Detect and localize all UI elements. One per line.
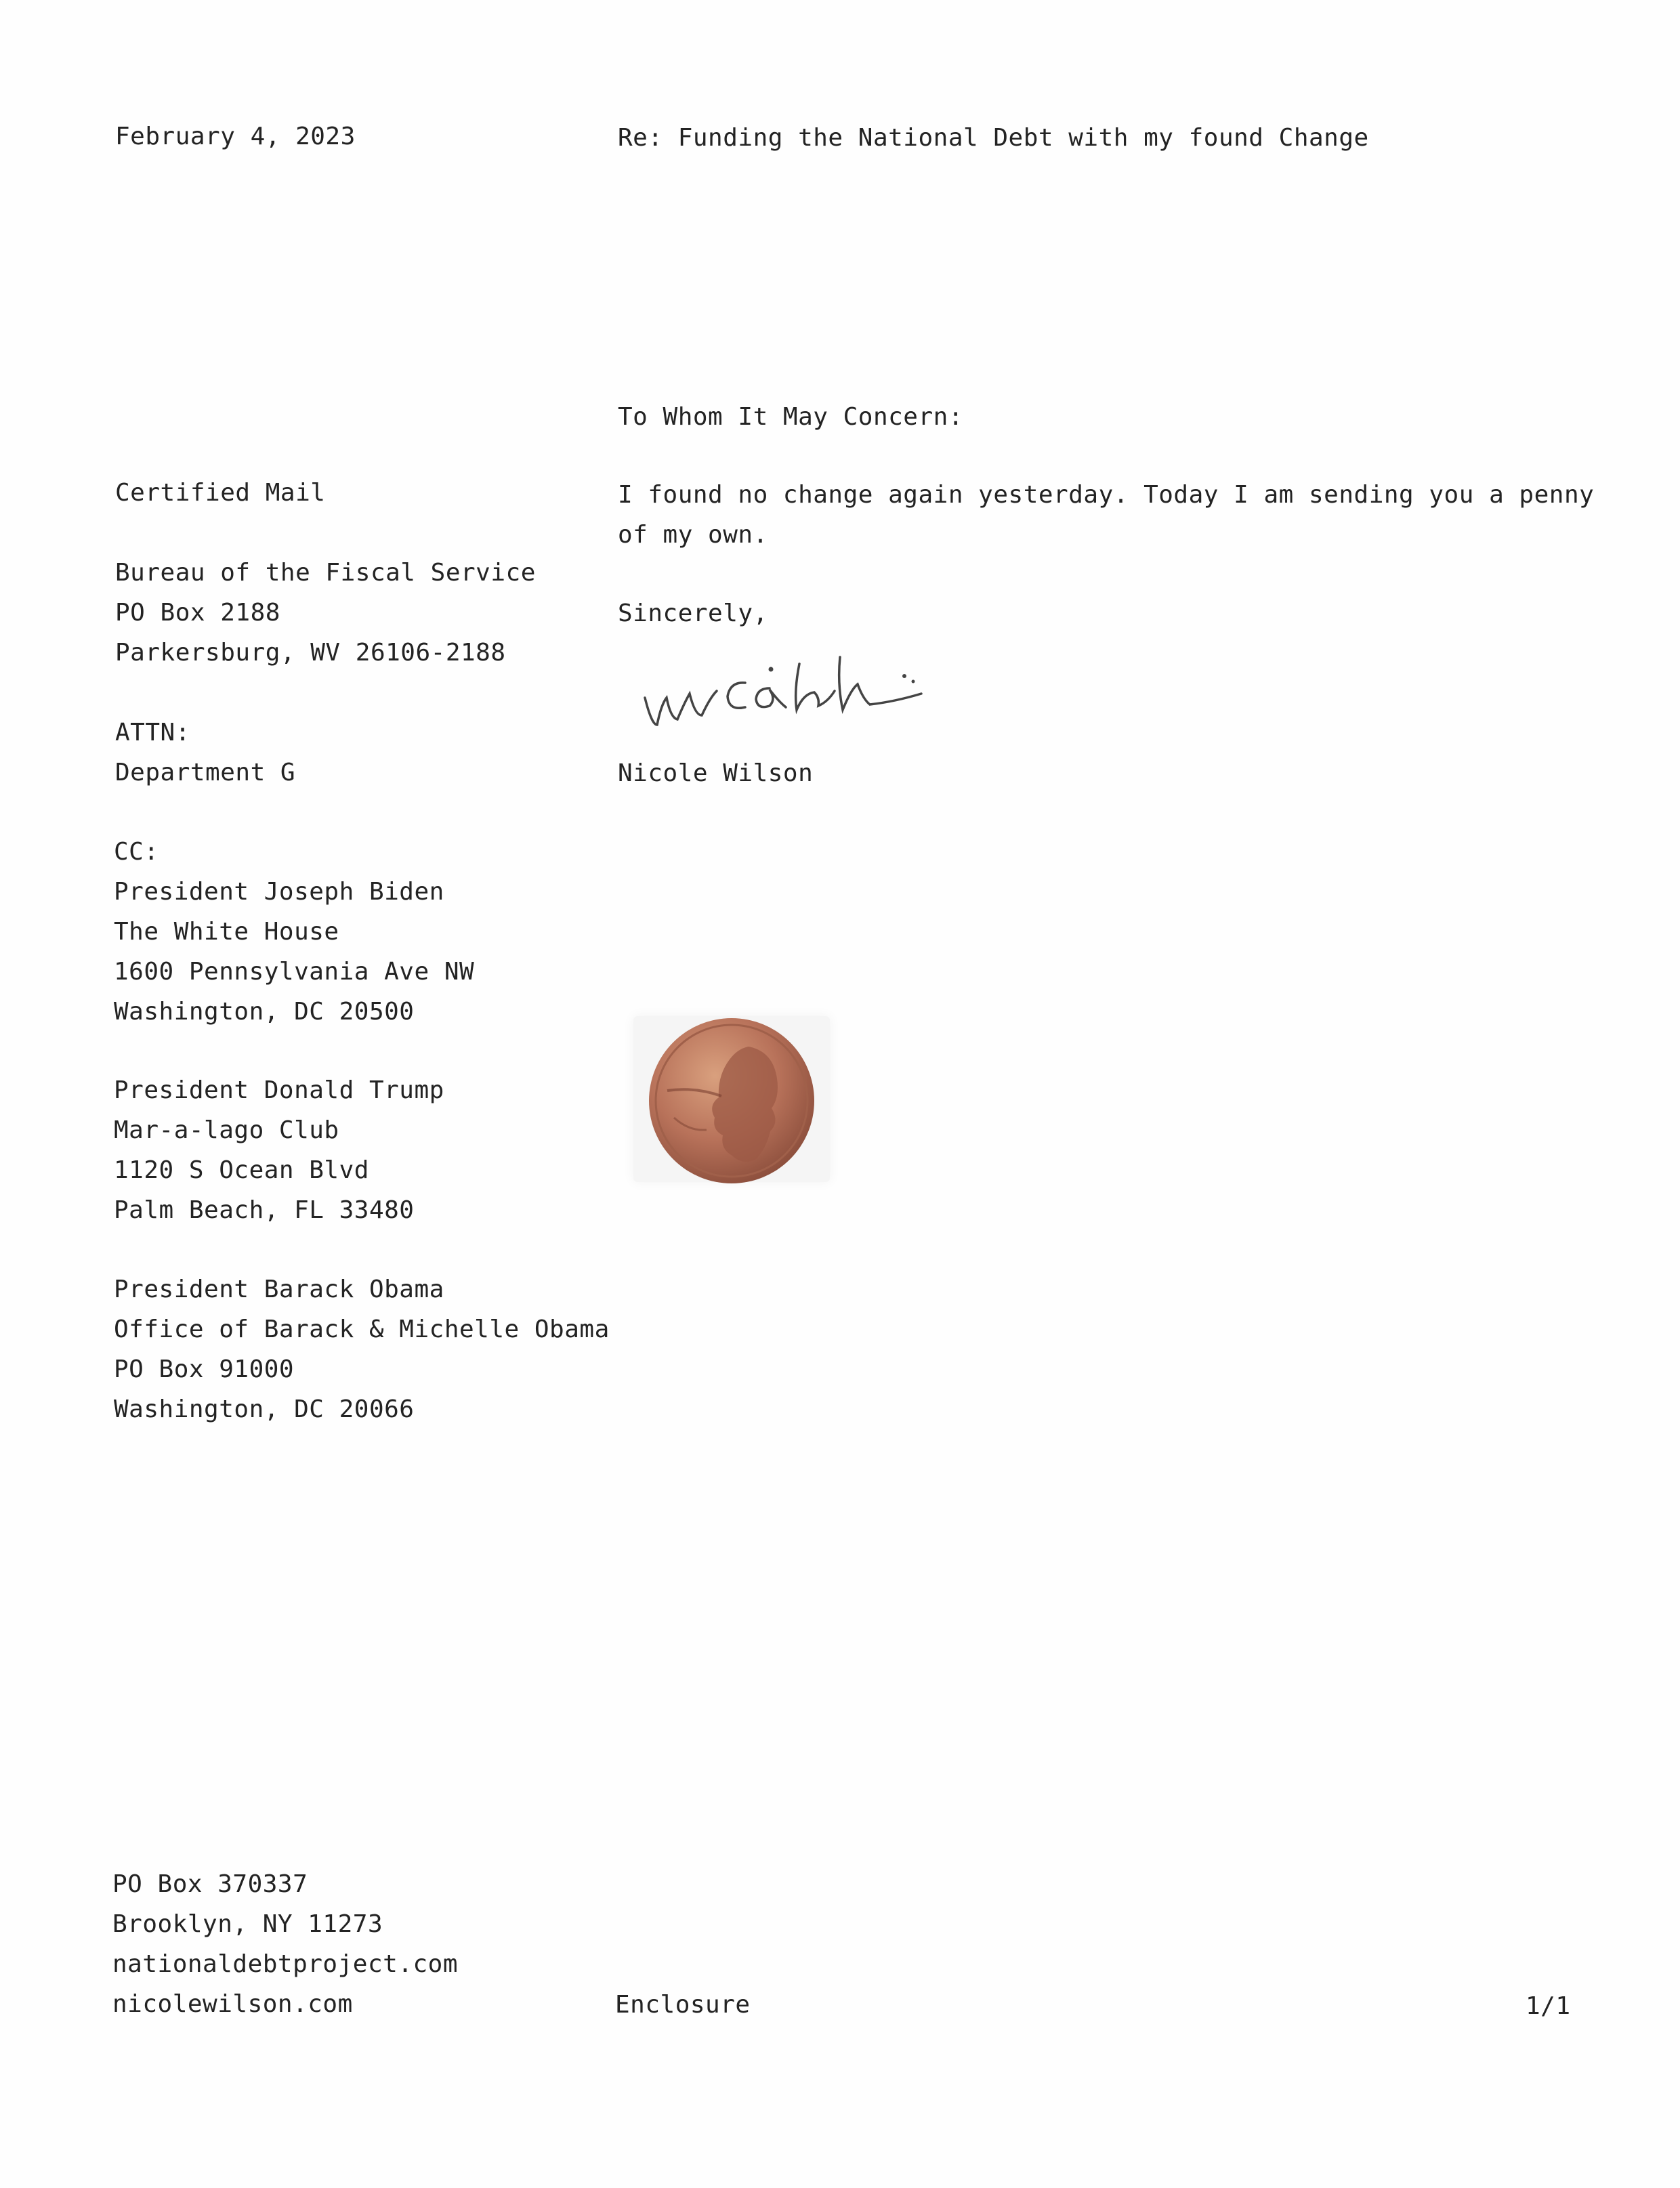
cc-line: 1600 Pennsylvania Ave NW <box>114 958 475 986</box>
body-paragraph-line: I found no change again yesterday. Today I am sending you a penny <box>618 481 1595 509</box>
cc-line: 1120 S Ocean Blvd <box>114 1156 369 1184</box>
body-paragraph-line: of my own. <box>618 521 768 549</box>
cc-line: Office of Barack & Michelle Obama <box>114 1316 610 1343</box>
address-line: PO Box 2188 <box>115 599 280 627</box>
attention-block <box>115 713 295 793</box>
contact-line: Brooklyn, NY 11273 <box>112 1910 383 1938</box>
attention-line: ATTN: <box>115 719 190 746</box>
letter-date: February 4, 2023 <box>115 123 356 150</box>
enclosure-note: Enclosure <box>615 1991 751 2019</box>
recipient-address <box>115 553 536 673</box>
signer-name: Nicole Wilson <box>618 759 814 787</box>
handwritten-signature <box>637 650 962 745</box>
letter-subject: Re: Funding the National Debt with my found Change <box>618 124 1369 152</box>
website-link[interactable]: nationaldebtproject.com <box>112 1950 458 1978</box>
cc-block <box>114 832 474 1032</box>
cc-line: President Joseph Biden <box>114 878 444 906</box>
cc-block-2 <box>114 1070 444 1230</box>
closing: Sincerely, <box>618 599 768 627</box>
cc-line: Mar-a-lago Club <box>114 1116 339 1144</box>
cc-line: Washington, DC 20066 <box>114 1395 415 1423</box>
penny-icon <box>647 1016 816 1185</box>
salutation: To Whom It May Concern: <box>618 403 963 431</box>
cc-line: Washington, DC 20500 <box>114 998 415 1026</box>
contact-line: PO Box 370337 <box>112 1870 308 1898</box>
cc-line: The White House <box>114 918 339 946</box>
cc-block-3 <box>114 1269 610 1429</box>
taped-penny <box>633 1003 830 1192</box>
sender-contact <box>112 1864 458 2024</box>
address-line: Parkersburg, WV 26106-2188 <box>115 639 506 667</box>
address-line: Bureau of the Fiscal Service <box>115 559 536 587</box>
website-link[interactable]: nicolewilson.com <box>112 1990 353 2018</box>
cc-line: President Barack Obama <box>114 1276 444 1303</box>
cc-line: CC: <box>114 838 159 866</box>
cc-line: Palm Beach, FL 33480 <box>114 1196 415 1224</box>
cc-line: PO Box 91000 <box>114 1355 295 1383</box>
mail-type: Certified Mail <box>115 479 326 507</box>
body-paragraph <box>618 475 1594 555</box>
page-number: 1/1 <box>1526 1992 1571 2020</box>
attention-line: Department G <box>115 759 296 786</box>
cc-line: President Donald Trump <box>114 1076 444 1104</box>
